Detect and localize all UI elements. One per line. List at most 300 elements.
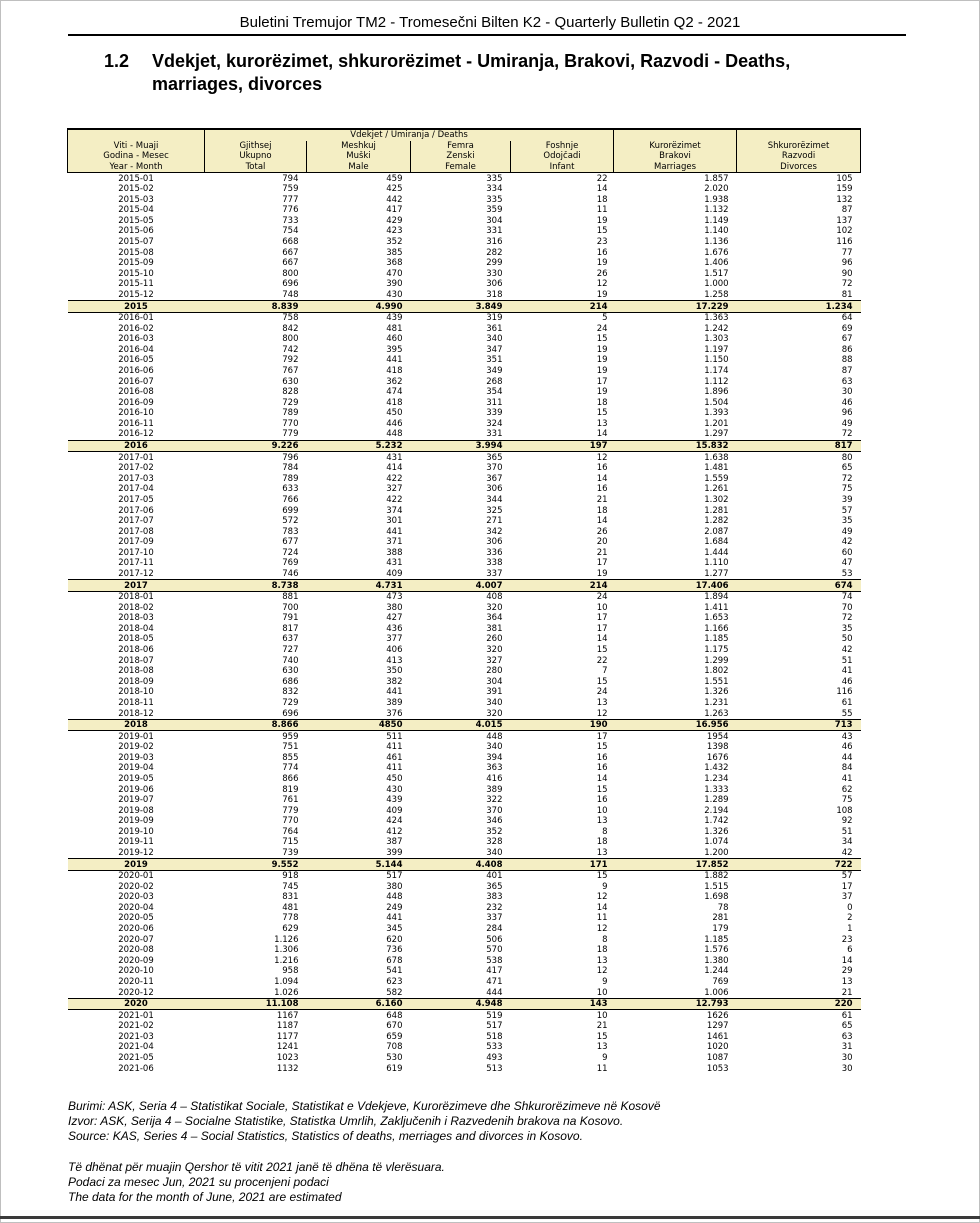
cell-male: 427 — [386, 613, 403, 624]
cell-year-month: 2020-09 — [118, 955, 154, 966]
source-note-sq: Burimi: ASK, Seria 4 – Statistikat Sociale, Statistikat e Vdekjeve, Kurorëzimeve dhe Shkurorëzimeve në Kosovë — [68, 1099, 661, 1113]
cell-marriages: 1.444 — [704, 547, 729, 558]
cell-total: 778 — [282, 913, 299, 924]
cell-year-month: 2018-04 — [118, 623, 154, 634]
cell-total: 766 — [282, 494, 299, 505]
cell-year-month: 2020-01 — [118, 871, 154, 882]
cell-male: 431 — [386, 452, 403, 463]
cell-infant: 16 — [596, 795, 608, 806]
cell-year-month: 2017-09 — [118, 537, 154, 548]
cell-divorces: 72 — [841, 279, 853, 290]
table-row — [68, 312, 861, 323]
cell-divorces: 42 — [841, 645, 853, 656]
cell-total: 481 — [282, 902, 299, 913]
column-header-marriages: Brakovi — [614, 151, 737, 162]
cell-male: 413 — [386, 655, 403, 666]
cell-female: 280 — [486, 666, 503, 677]
cell-total: 761 — [282, 795, 299, 806]
cell-total: 754 — [282, 226, 299, 237]
cell-year-month: 2020-02 — [118, 881, 154, 892]
table-row — [68, 634, 861, 645]
cell-male: 619 — [386, 1063, 403, 1074]
cell-infant: 20 — [596, 537, 608, 548]
table-row — [68, 1010, 861, 1021]
table-row — [68, 892, 861, 903]
cell-female: 444 — [486, 987, 503, 998]
cell-divorces: 53 — [841, 568, 853, 579]
cell-total: 727 — [282, 645, 299, 656]
cell-female: 340 — [486, 697, 503, 708]
cell-male: 382 — [386, 676, 403, 687]
cell-male: 418 — [386, 397, 403, 408]
cell-divorces: 77 — [841, 247, 853, 258]
cell-infant: 15 — [596, 334, 608, 345]
cell-female: 330 — [486, 268, 503, 279]
cell-marriages: 2.020 — [704, 184, 729, 195]
cell-total: 696 — [282, 279, 299, 290]
cell-divorces: 70 — [841, 602, 853, 613]
cell-marriages: 1.258 — [704, 289, 729, 300]
cell-year-month: 2015-02 — [118, 184, 154, 195]
table-row — [68, 290, 861, 301]
cell-infant: 12 — [596, 966, 608, 977]
cell-marriages: 1.559 — [704, 473, 729, 484]
source-note-sr: Izvor: ASK, Serija 4 – Socialne Statistike, Statistka Umrlih, Zaključenih i Razvedenih brakova na Kosovo. — [68, 1114, 624, 1128]
cell-divorces: 42 — [841, 537, 853, 548]
cell-marriages: 1.234 — [704, 773, 729, 784]
year-total-row — [68, 301, 861, 313]
table-row — [68, 387, 861, 398]
cell-divorces: 674 — [737, 580, 861, 592]
cell-divorces: 817 — [737, 440, 861, 452]
cell-marriages: 1.299 — [704, 655, 729, 666]
cell-marriages: 1.326 — [704, 687, 729, 698]
cell-divorces: 49 — [841, 418, 853, 429]
cell-female: 311 — [486, 397, 503, 408]
cell-marriages: 17.852 — [614, 859, 737, 871]
cell-male: 411 — [386, 742, 403, 753]
cell-infant: 14 — [596, 773, 608, 784]
cell-marriages: 1.175 — [704, 645, 729, 656]
cell-female: 448 — [486, 731, 503, 742]
cell-marriages: 1020 — [706, 1042, 729, 1053]
cell-total: 855 — [282, 752, 299, 763]
cell-total: 794 — [282, 173, 299, 184]
cell-male: 5.232 — [307, 440, 411, 452]
table-row — [68, 323, 861, 334]
cell-total: 1187 — [276, 1021, 299, 1032]
cell-marriages: 1.112 — [704, 376, 729, 387]
cell-year-month: 2019-01 — [118, 731, 154, 742]
cell-total: 1.026 — [274, 987, 299, 998]
cell-total: 1132 — [276, 1063, 299, 1074]
cell-year-month: 2019-04 — [118, 763, 154, 774]
cell-male: 409 — [386, 568, 403, 579]
cell-infant: 21 — [596, 494, 608, 505]
cell-total: 700 — [282, 602, 299, 613]
cell-infant: 26 — [596, 526, 608, 537]
header-row-english — [68, 162, 861, 173]
cell-divorces: 55 — [841, 708, 853, 719]
cell-male: 436 — [386, 623, 403, 634]
cell-female: 331 — [486, 429, 503, 440]
cell-infant: 14 — [596, 634, 608, 645]
cell-total: 828 — [282, 387, 299, 398]
cell-total: 842 — [282, 323, 299, 334]
cell-marriages: 1.896 — [704, 387, 729, 398]
cell-divorces: 92 — [841, 816, 853, 827]
cell-infant: 13 — [596, 697, 608, 708]
cell-year-month: 2018-08 — [118, 666, 154, 677]
cell-total: 784 — [282, 463, 299, 474]
cell-male: 4850 — [307, 719, 411, 731]
cell-total: 699 — [282, 505, 299, 516]
cell-total: 767 — [282, 366, 299, 376]
cell-infant: 15 — [596, 1031, 608, 1042]
cell-divorces: 50 — [841, 634, 853, 645]
cell-total: 777 — [282, 194, 299, 205]
cell-marriages: 1.110 — [704, 558, 729, 569]
table-row — [68, 613, 861, 624]
cell-year-month: 2016-12 — [118, 429, 154, 440]
cell-female: 334 — [486, 184, 503, 195]
cell-infant: 5 — [602, 313, 608, 324]
cell-total: 745 — [282, 881, 299, 892]
cell-divorces: 108 — [836, 805, 853, 816]
table-row — [68, 924, 861, 935]
cell-marriages: 1.263 — [704, 708, 729, 719]
cell-marriages: 1.277 — [704, 568, 729, 579]
cell-marriages: 1.333 — [704, 784, 729, 795]
cell-male: 414 — [386, 463, 403, 474]
cell-female: 304 — [486, 215, 503, 226]
cell-male: 422 — [386, 473, 403, 484]
cell-total: 1.216 — [274, 955, 299, 966]
cell-male: 406 — [386, 645, 403, 656]
cell-total: 633 — [282, 484, 299, 495]
cell-marriages: 1.638 — [704, 452, 729, 463]
cell-male: 429 — [386, 215, 403, 226]
cell-female: 519 — [486, 1010, 503, 1021]
cell-marriages: 1.000 — [704, 279, 729, 290]
cell-male: 345 — [386, 924, 403, 935]
estimate-note-sq: Të dhënat për muajin Qershor të vitit 2021 janë të dhëna të vlerësuara. — [68, 1160, 445, 1174]
cell-female: 4.007 — [411, 580, 511, 592]
cell-infant: 17 — [596, 376, 608, 387]
header-rule — [68, 34, 906, 36]
cell-male: 377 — [386, 634, 403, 645]
cell-male: 441 — [386, 913, 403, 924]
cell-total: 831 — [282, 892, 299, 903]
cell-infant: 197 — [511, 440, 614, 452]
cell-male: 4.990 — [307, 301, 411, 313]
table-row — [68, 708, 861, 719]
cell-divorces: 116 — [836, 237, 853, 248]
cell-female: 320 — [486, 708, 503, 719]
cell-marriages: 1.201 — [704, 418, 729, 429]
cell-divorces: 86 — [841, 344, 853, 355]
cell-divorces: 34 — [841, 837, 853, 848]
cell-year-month: 2019-09 — [118, 816, 154, 827]
cell-male: 623 — [386, 976, 403, 987]
estimate-note-sr: Podaci za mesec Jun, 2021 su procenjeni podaci — [68, 1175, 329, 1189]
cell-infant: 10 — [596, 602, 608, 613]
cell-infant: 17 — [596, 731, 608, 742]
cell-female: 383 — [486, 892, 503, 903]
cell-infant: 12 — [596, 708, 608, 719]
table-row — [68, 548, 861, 559]
cell-infant: 18 — [596, 194, 608, 205]
cell-divorces: 62 — [841, 784, 853, 795]
cell-infant: 13 — [596, 848, 608, 859]
column-header-female: Female — [411, 162, 511, 173]
cell-year-month: 2018-03 — [118, 613, 154, 624]
cell-divorces: 116 — [836, 687, 853, 698]
cell-year-month: 2019 — [68, 859, 205, 871]
table-row — [68, 763, 861, 774]
cell-year-month: 2016-03 — [118, 334, 154, 345]
cell-total: 800 — [282, 334, 299, 345]
cell-total: 783 — [282, 526, 299, 537]
cell-year-month: 2017-06 — [118, 505, 154, 516]
cell-marriages: 1.551 — [704, 676, 729, 687]
cell-female: 518 — [486, 1031, 503, 1042]
cell-female: 517 — [486, 1021, 503, 1032]
table-row — [68, 537, 861, 548]
cell-total: 779 — [282, 805, 299, 816]
cell-female: 306 — [486, 537, 503, 548]
cell-marriages: 1053 — [706, 1063, 729, 1074]
cell-marriages: 1398 — [706, 742, 729, 753]
cell-infant: 14 — [596, 516, 608, 527]
cell-year-month: 2016-09 — [118, 397, 154, 408]
cell-marriages: 179 — [712, 924, 729, 935]
table-row — [68, 247, 861, 258]
cell-female: 381 — [486, 623, 503, 634]
cell-infant: 15 — [596, 408, 608, 419]
cell-male: 411 — [386, 763, 403, 774]
cell-year-month: 2018-11 — [118, 697, 154, 708]
table-row — [68, 474, 861, 485]
cell-female: 4.948 — [411, 998, 511, 1010]
cell-male: 422 — [386, 494, 403, 505]
cell-female: 340 — [486, 334, 503, 345]
cell-marriages: 2.194 — [704, 805, 729, 816]
cell-total: 776 — [282, 205, 299, 216]
cell-total: 881 — [282, 592, 299, 603]
cell-year-month: 2015-12 — [118, 289, 154, 300]
cell-marriages: 1626 — [706, 1010, 729, 1021]
cell-total: 958 — [282, 966, 299, 977]
cell-year-month: 2016-11 — [118, 418, 154, 429]
cell-divorces: 46 — [841, 742, 853, 753]
cell-infant: 12 — [596, 924, 608, 935]
cell-infant: 190 — [511, 719, 614, 731]
cell-female: 340 — [486, 742, 503, 753]
cell-total: 792 — [282, 355, 299, 366]
cell-divorces: 6 — [847, 945, 853, 956]
year-total-row — [68, 719, 861, 731]
cell-infant: 16 — [596, 484, 608, 495]
cell-infant: 22 — [596, 655, 608, 666]
cell-female: 324 — [486, 418, 503, 429]
table-group-header-row — [68, 129, 861, 141]
cell-female: 363 — [486, 763, 503, 774]
header-row-serbian — [68, 151, 861, 162]
cell-infant: 19 — [596, 344, 608, 355]
cell-divorces: 51 — [841, 655, 853, 666]
table-row — [68, 495, 861, 506]
cell-year-month: 2016-06 — [118, 366, 154, 376]
cell-divorces: 63 — [841, 1031, 853, 1042]
cell-infant: 16 — [596, 247, 608, 258]
cell-infant: 19 — [596, 366, 608, 376]
cell-male: 511 — [386, 731, 403, 742]
cell-female: 408 — [486, 592, 503, 603]
cell-female: 364 — [486, 613, 503, 624]
cell-year-month: 2021-06 — [118, 1063, 154, 1074]
cell-female: 416 — [486, 773, 503, 784]
cell-male: 389 — [386, 697, 403, 708]
cell-male: 620 — [386, 934, 403, 945]
cell-divorces: 74 — [841, 592, 853, 603]
cell-female: 316 — [486, 237, 503, 248]
cell-total: 770 — [282, 418, 299, 429]
section-number: 1.2 — [104, 51, 130, 71]
cell-infant: 171 — [511, 859, 614, 871]
cell-female: 335 — [486, 173, 503, 184]
cell-infant: 22 — [596, 173, 608, 184]
source-notes — [68, 1099, 928, 1144]
cell-total: 667 — [282, 258, 299, 269]
estimate-note-en: The data for the month of June, 2021 are estimated — [68, 1190, 342, 1204]
cell-marriages: 1.282 — [704, 516, 729, 527]
cell-male: 474 — [386, 387, 403, 398]
cell-total: 759 — [282, 184, 299, 195]
cell-divorces: 13 — [841, 976, 853, 987]
cell-total: 733 — [282, 215, 299, 226]
cell-year-month: 2021-04 — [118, 1042, 154, 1053]
cell-marriages: 1.326 — [704, 826, 729, 837]
cell-female: 325 — [486, 505, 503, 516]
cell-total: 764 — [282, 826, 299, 837]
cell-year-month: 2020-10 — [118, 966, 154, 977]
deaths-group-header: Vdekjet / Umiranja / Deaths — [205, 129, 614, 141]
cell-female: 328 — [486, 837, 503, 848]
cell-year-month: 2016-08 — [118, 387, 154, 398]
cell-year-month: 2016-07 — [118, 376, 154, 387]
cell-total: 796 — [282, 452, 299, 463]
cell-infant: 19 — [596, 289, 608, 300]
cell-divorces: 35 — [841, 623, 853, 634]
cell-female: 331 — [486, 226, 503, 237]
cell-year-month: 2015-06 — [118, 226, 154, 237]
cell-divorces: 72 — [841, 613, 853, 624]
cell-total: 791 — [282, 613, 299, 624]
cell-total: 1167 — [276, 1010, 299, 1021]
cell-year-month: 2019-07 — [118, 795, 154, 806]
table-row — [68, 687, 861, 698]
cell-year-month: 2018 — [68, 719, 205, 731]
cell-female: 538 — [486, 955, 503, 966]
cell-marriages: 1.149 — [704, 215, 729, 226]
cell-year-month: 2016-10 — [118, 408, 154, 419]
cell-female: 299 — [486, 258, 503, 269]
cell-marriages: 1.244 — [704, 966, 729, 977]
cell-total: 686 — [282, 676, 299, 687]
cell-male: 371 — [386, 537, 403, 548]
cell-year-month: 2015-08 — [118, 247, 154, 258]
section-title-line-2: marriages, divorces — [152, 74, 323, 94]
cell-male: 362 — [386, 376, 403, 387]
cell-infant: 18 — [596, 945, 608, 956]
cell-divorces: 64 — [841, 313, 853, 324]
cell-divorces: 63 — [841, 376, 853, 387]
cell-infant: 9 — [602, 976, 608, 987]
cell-marriages: 1461 — [706, 1031, 729, 1042]
cell-year-month: 2018-07 — [118, 655, 154, 666]
table-row — [68, 676, 861, 687]
cell-marriages: 1.432 — [704, 763, 729, 774]
cell-male: 350 — [386, 666, 403, 677]
year-total-row — [68, 440, 861, 452]
cell-total: 8.839 — [205, 301, 307, 313]
column-header-total: Ukupno — [205, 151, 307, 162]
cell-infant: 15 — [596, 645, 608, 656]
cell-divorces: 31 — [841, 1042, 853, 1053]
cell-infant: 8 — [602, 826, 608, 837]
table-row — [68, 1063, 861, 1074]
cell-male: 327 — [386, 484, 403, 495]
table-row — [68, 569, 861, 580]
column-header-divorces: Divorces — [737, 162, 861, 173]
cell-divorces: 87 — [841, 205, 853, 216]
cell-marriages: 1.302 — [704, 494, 729, 505]
cell-divorces: 713 — [737, 719, 861, 731]
table-row — [68, 731, 861, 742]
table-row — [68, 484, 861, 495]
cell-female: 304 — [486, 676, 503, 687]
header-spacer — [737, 129, 861, 141]
cell-infant: 17 — [596, 623, 608, 634]
cell-total: 774 — [282, 763, 299, 774]
table-row — [68, 903, 861, 914]
cell-divorces: 65 — [841, 1021, 853, 1032]
cell-divorces: 80 — [841, 452, 853, 463]
cell-total: 9.552 — [205, 859, 307, 871]
table-row — [68, 655, 861, 666]
table-row — [68, 966, 861, 977]
cell-total: 677 — [282, 537, 299, 548]
cell-marriages: 769 — [712, 976, 729, 987]
cell-divorces: 47 — [841, 558, 853, 569]
cell-year-month: 2015 — [68, 301, 205, 313]
cell-female: 513 — [486, 1063, 503, 1074]
cell-female: 322 — [486, 795, 503, 806]
cell-male: 374 — [386, 505, 403, 516]
cell-male: 390 — [386, 279, 403, 290]
cell-year-month: 2015-09 — [118, 258, 154, 269]
cell-male: 708 — [386, 1042, 403, 1053]
cell-divorces: 722 — [737, 859, 861, 871]
cell-total: 918 — [282, 871, 299, 882]
cell-male: 385 — [386, 247, 403, 258]
cell-male: 439 — [386, 795, 403, 806]
cell-infant: 12 — [596, 452, 608, 463]
column-header-male: Meshkuj — [307, 141, 411, 152]
table-row — [68, 558, 861, 569]
cell-female: 284 — [486, 924, 503, 935]
